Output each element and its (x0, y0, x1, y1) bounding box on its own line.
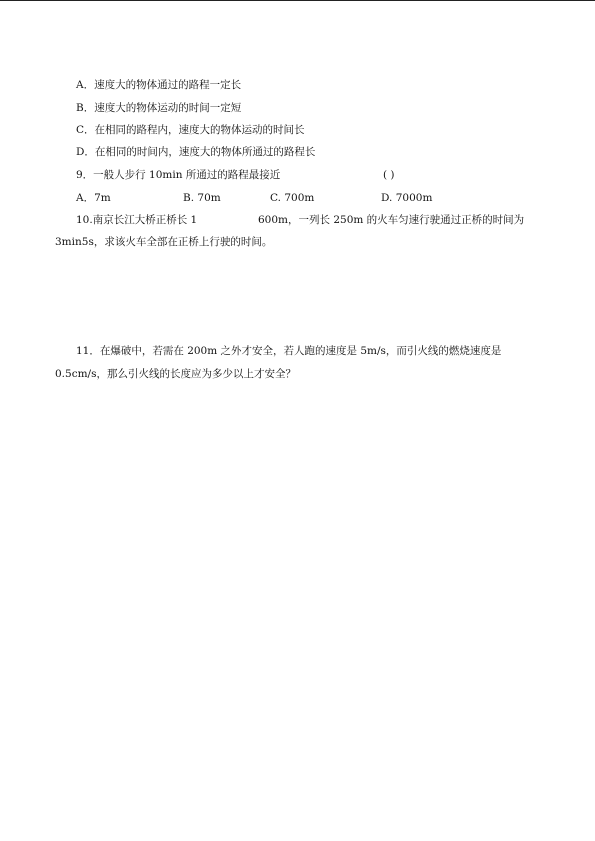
q11-line2: 0.5cm/s，那么引火线的长度应为多少以上才安全？ (55, 368, 296, 380)
q9-option-a: A．7m (76, 192, 111, 204)
q11-line1: 11．在爆破中，若需在 200m 之外才安全，若人跑的速度是 5m/s，而引火线的燃烧速度是 (76, 345, 502, 357)
q9-option-c: C. 700m (270, 192, 315, 204)
q10-line2: 3min5s，求该火车全部在正桥上行驶的时间。 (55, 236, 273, 248)
q9-option-d: D. 7000m (381, 192, 433, 204)
q9-option-b: B. 70m (183, 192, 221, 204)
header-rule (0, 0, 595, 1)
q10-line1-part1: 10.南京长江大桥正桥长 1 (76, 214, 198, 226)
q8-option-a: A．速度大的物体通过的路程一定长 (76, 79, 242, 91)
q9-answer-bracket: ( ) (383, 169, 395, 181)
q10-line1-part2: 600m，一列长 250m 的火车匀速行驶通过正桥的时间为 (258, 214, 525, 226)
q8-option-b: B．速度大的物体运动的时间一定短 (76, 102, 242, 114)
q8-option-d: D．在相同的时间内，速度大的物体所通过的路程长 (76, 146, 316, 158)
q8-option-c: C．在相同的路程内，速度大的物体运动的时间长 (76, 124, 305, 136)
q9-stem: 9．一般人步行 10min 所通过的路程最接近 (76, 169, 281, 181)
